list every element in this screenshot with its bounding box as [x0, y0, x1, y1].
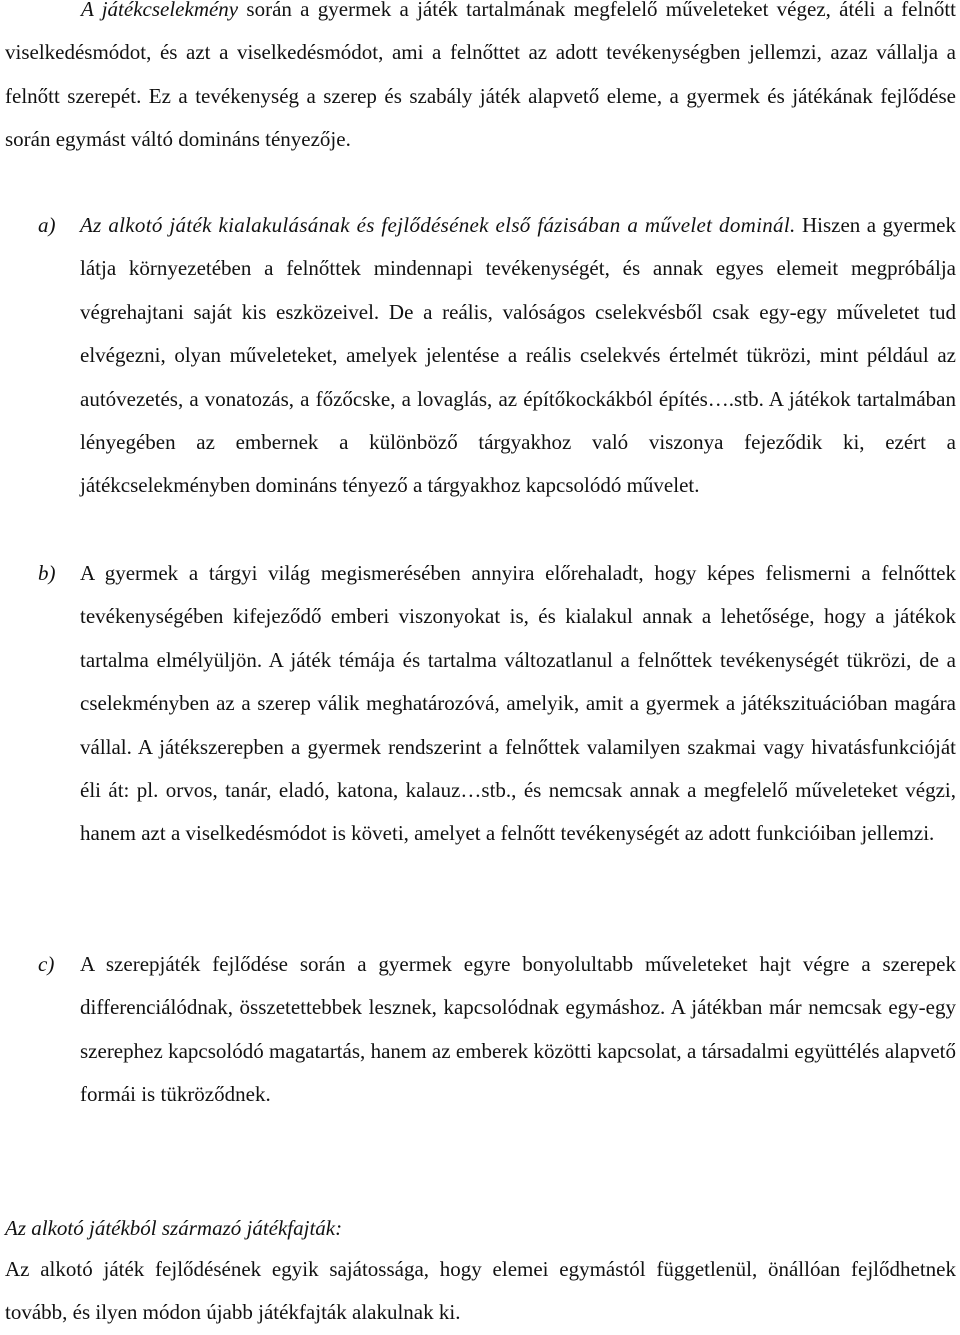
list-marker-a: a)	[38, 213, 56, 237]
intro-text: során a gyermek a játék tartalmának megfelelő műveleteket végez, átéli a felnőtt viselkedésmódot, és azt a viselkedésmódot, ami a felnőttet az adott tevékenységben jellemzi, azaz vállalja a felnőtt szerepét. Ez a tevékenység a szerep és szabály játék alapvető eleme, a gyermek és játékának fejlődése során egymást váltó domináns tényezője.	[5, 0, 956, 152]
list-marker-c: c)	[38, 952, 55, 976]
list-item-b-text: A gyermek a tárgyi világ megismerésében annyira előrehaladt, hogy képes felismerni a felnőttek tevékenységében kifejeződő emberi viszonyokat is, és kialakul annak a lehetősége, hogy a játékok tartalma elmélyüljön. A játék témája és tartalma változatlanul a felnőttek tevékenységét tükrözi, de a cselekményben az a szerep válik meghatározóvá, amelyik, amit a gyermek a játékszituációban magára vállal. A játékszerepben a gyermek rendszerint a felnőttek valamilyen szakmai vagy hivatásfunkcióját éli át: pl. orvos, tanár, eladó, katona, kalauz…stb., és nemcsak annak a megfelelő műveleteket végzi, hanem azt a viselkedésmódot is követi, amelyet a felnőtt tevékenységét az adott funkcióiban jellemzi.	[80, 561, 956, 846]
list-item-a-text: Hiszen a gyermek látja környezetében a felnőttek mindennapi tevékenységét, és annak egyes elemeit megpróbálja végrehajtani saját kis eszközeivel. De a reális, valóságos cselekvésből csak egy-egy műveletet tud elvégezni, olyan műveleteket, amelyek jelentése a reális cselekvés értelmét tükrözi, mint például az autóvezetés, a vonatozás, a főzőcske, a lovaglás, az építőkockákból építés….stb. A játékok tartalmában lényegében az embernek a különböző tárgyakhoz való viszonya fejeződik ki, ezért a játékcselekményben domináns tényező a tárgyakhoz kapcsolódó művelet.	[80, 213, 956, 498]
list-marker-b: b)	[38, 561, 56, 585]
list-item-a	[38, 204, 956, 508]
list-item-c	[38, 943, 956, 1117]
list-item-b	[38, 552, 956, 856]
list-item-a-lead: Az alkotó játék kialakulásának és fejlődésének első fázisában a művelet dominál.	[80, 213, 796, 237]
section-paragraph: Az alkotó játék fejlődésének egyik sajátossága, hogy elemei egymástól függetlenül, önállóan fejlődhetnek tovább, és ilyen módon újabb játékfajták alakulnak ki.	[5, 1257, 956, 1325]
intro-paragraph	[5, 0, 956, 162]
list-item-c-text: A szerepjáték fejlődése során a gyermek egyre bonyolultabb műveleteket hajt végre a szerepek differenciálódnak, összetettebbek lesznek, kapcsolódnak egymáshoz. A játékban már nemcsak egy-egy szerephez kapcsolódó magatartás, hanem az emberek közötti kapcsolat, a társadalmi együttélés alapvető formái is tükröződnek.	[80, 952, 956, 1107]
intro-term: A játékcselekmény	[81, 0, 239, 21]
section-heading: Az alkotó játékból származó játékfajták:	[5, 1216, 343, 1240]
